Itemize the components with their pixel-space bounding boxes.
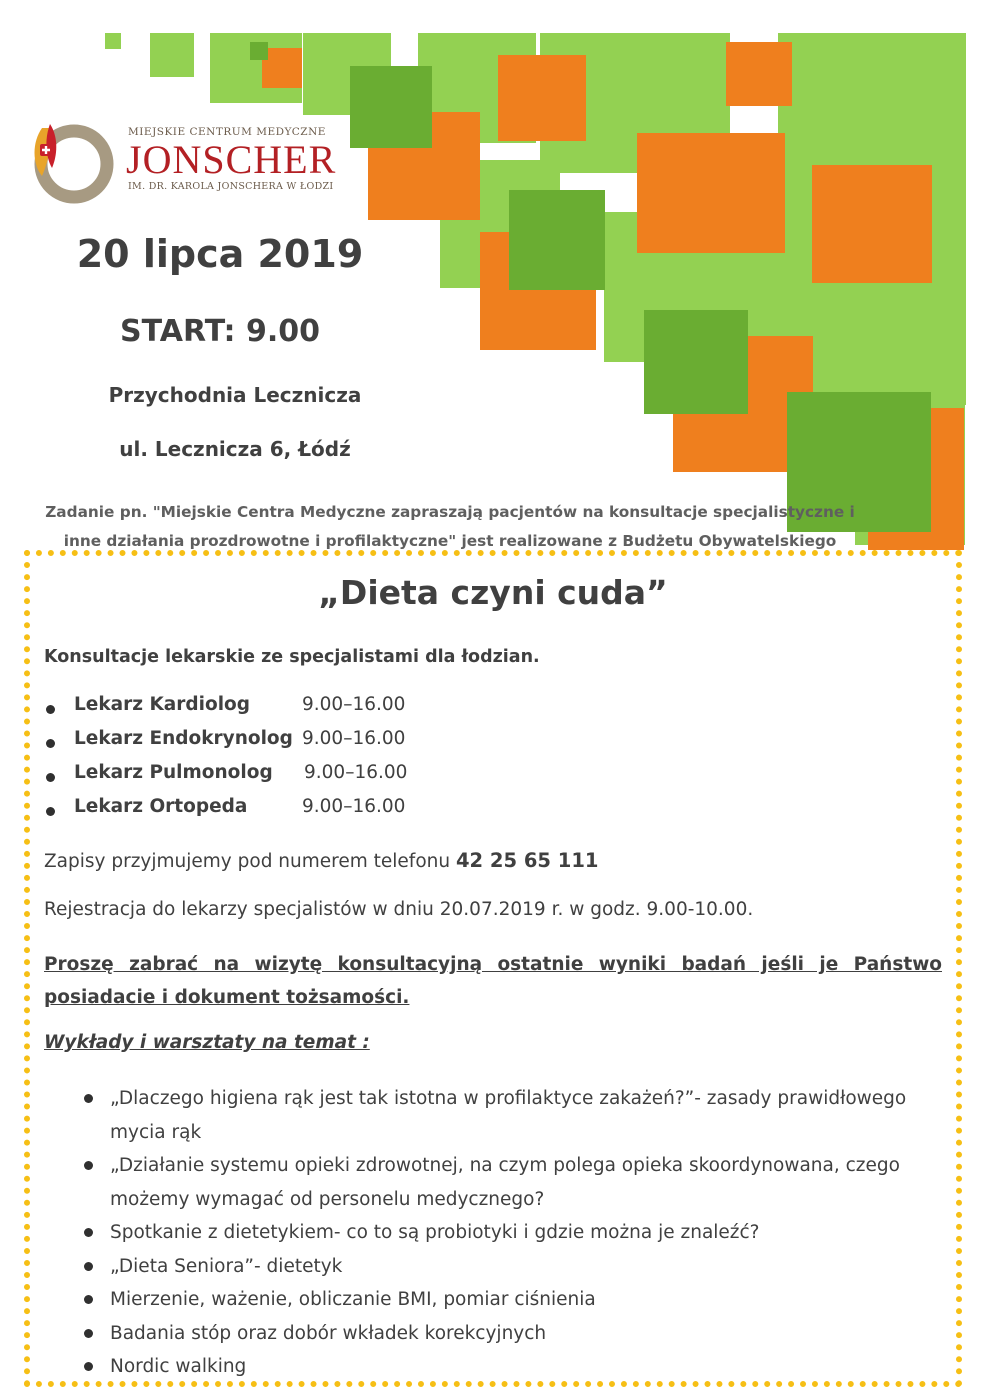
list-item [44,694,644,728]
list-item [44,762,644,796]
doctor-hours: 9.00–16.00 [302,796,406,817]
bullet-icon [84,1161,93,1170]
doctor-name: Lekarz Pulmonolog [74,762,273,783]
page-title: „Dieta czyni cuda” [318,573,668,612]
bullet-icon [84,1362,93,1371]
bullet-icon [46,773,55,782]
documents-note: Proszę zabrać na wizytę konsultacyjną ostatnie wyniki badań jeśli je Państwo posiadacie i dokument tożsamości. [44,954,942,1008]
doctor-name: Lekarz Endokrynolog [74,728,293,749]
lead-text: Konsultacje lekarskie ze specjalistami dla łodzian. [44,647,540,667]
bullet-icon [46,739,55,748]
bullet-icon [84,1262,93,1271]
task-description: Zadanie pn. "Miejskie Centra Medyczne zapraszają pacjentów na konsultacje specjalistyczne i inne działania prozdrowotne i profilaktyczne" jest realizowane z Budżetu Obywatelskiego [45,503,855,550]
phone-line [44,849,598,872]
logo-emblem-icon [28,118,114,204]
logo-name: JONSCHER [126,137,337,182]
decorative-squares [0,0,990,560]
topic-text: „Dieta Seniora”- dietetyk [110,1255,343,1277]
event-start: START: 9.00 [120,314,320,349]
list-item [44,1283,942,1317]
list-item [44,1250,942,1284]
logo [28,118,358,208]
topic-text: Nordic walking [110,1356,247,1377]
bullet-icon [46,807,55,816]
topic-text: „Dlaczego higiena rąk jest tak istotna w profilaktyce zakażeń?”- zasady prawidłowego mycia rąk [110,1088,907,1143]
doctor-name: Lekarz Ortopeda [74,796,248,817]
event-place: Przychodnia Lecznicza [108,383,362,407]
bullet-icon [84,1295,93,1304]
bullet-icon [84,1094,93,1103]
registration-text: Rejestracja do lekarzy specjalistów w dniu 20.07.2019 r. w godz. 9.00-10.00. [44,899,754,920]
event-address: ul. Lecznicza 6, Łódź [119,437,351,461]
lectures-heading: Wykłady i warsztaty na temat : [44,1032,370,1053]
logo-top-line: MIEJSKIE CENTRUM MEDYCZNE [128,126,326,138]
phone-text: Zapisy przyjmujemy pod numerem telefonu [44,851,451,872]
list-item [44,1149,942,1216]
doctor-hours: 9.00–16.00 [302,694,406,715]
list-item [44,728,644,762]
list-item [44,1216,942,1250]
topics-list [44,1082,942,1384]
list-item [44,1350,942,1384]
doctor-name: Lekarz Kardiolog [74,694,250,715]
doctor-hours: 9.00–16.00 [302,728,406,749]
doctor-hours: 9.00–16.00 [304,762,408,783]
topic-text: „Działanie systemu opieki zdrowotnej, na czym polega opieka skoordynowana, czego możemy wymagać od personelu medycznego? [110,1155,900,1210]
list-item [44,1082,942,1149]
list-item [44,796,644,830]
topic-text: Mierzenie, ważenie, obliczanie BMI, pomiar ciśnienia [110,1289,596,1310]
event-date: 20 lipca 2019 [76,232,364,276]
phone-number: 42 25 65 111 [455,849,599,872]
bullet-icon [84,1329,93,1338]
bullet-icon [46,705,55,714]
topic-text: Spotkanie z dietetykiem- co to są probiotyki i gdzie można je znaleźć? [110,1222,760,1243]
topic-text: Badania stóp oraz dobór wkładek korekcyjnych [110,1322,547,1344]
bullet-icon [84,1228,93,1237]
logo-sub-line: IM. DR. KAROLA JONSCHERA W ŁODZI [128,181,334,192]
list-item [44,1317,942,1351]
doctors-list [44,694,644,830]
